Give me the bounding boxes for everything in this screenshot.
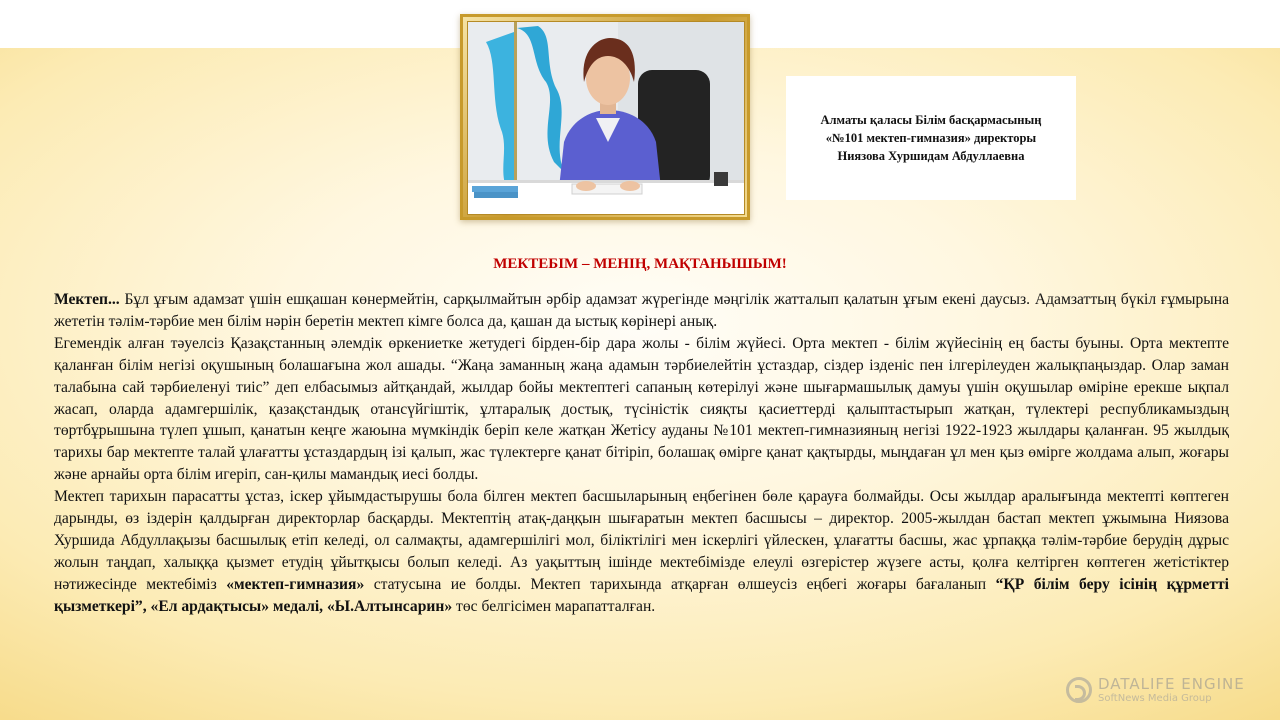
datalife-logo-icon xyxy=(1066,677,1092,703)
paragraph-3-bold-2: “ҚР білім беру ісінің құрметті қызметкері”, «Ел ардақтысы» медалі, «Ы.Алтынсарин» xyxy=(54,575,1229,615)
watermark-subtitle: SoftNews Media Group xyxy=(1098,692,1212,704)
watermark xyxy=(1066,670,1276,710)
photo-frame xyxy=(460,14,750,220)
paragraph-2: Егемендік алған тәуелсіз Қазақстанның әлемдік өркениетке жетудегі бірден-бір дара жолы - білім жүйесі. Орта мектеп - білім жүйесінің ең басты буыны. Орта мектепте қаланған білім негізі оқушының болашағына жол ашады. “Жаңа заманның жаңа адамын тәрбиелейтін ұстаздар, сіздер ізденіс пен ілгерілеуден жалықпаңыздар. Олар заман талабына сай тәрбиеленуі тиіс” деп елбасымыз айтқандай, жылдар бойы мектептегі сапаның көтерілуі және шығармашылық дамуы үшін оқушылар өміріне ерекше ықпал жасап, оларда адамгершілік, қазақстандық отансүйгіштік, ұлтаралық достық, түсіністік сияқты қасиеттерді қалыптастырып жатқан, түлектері республикамыздың төртбұрышына түлеп ұшып, қанатын кеңге жаюына мүмкіндік беріп келе жатқан Жетісу ауданы №101 мектеп-гимназияның негізі 1922-1923 жылдары қаланған. 95 жылдық тарихы бар мектепте талай ұлағатты ұстаздардың ізі қалып, жас түлектерге қанат бітіріп, болашақ өмірге қанат қақтырды, мыңдаған ұл мен қыз өмірге жолдама алып, жоғары және арнайы орта білім игеріп, сан-қилы мамандық иесі болды. xyxy=(54,334,1229,484)
paragraph-1 xyxy=(54,289,1229,333)
paragraph-3-text-2: статусына ие болды. Мектеп тарихында атқарған өлшеусіз еңбегі жоғары бағаланып xyxy=(364,575,996,593)
caption-line-3: Ниязова Хуршидам Абдуллаевна xyxy=(837,149,1025,163)
paragraph-3 xyxy=(54,486,1229,617)
caption-line-1: Алматы қаласы Білім басқармасының xyxy=(820,113,1042,127)
article-body xyxy=(54,289,1229,618)
paragraph-3-text-1: Мектеп тарихын парасатты ұстаз, іскер ұйымдастырушы бола білген мектеп басшыларының еңбегінен бөле қарауға болмайды. Осы жылдар аралығында мектепті көптеген дарынды, өз іздерін қалдырған директорлар басқарды. Мектептің атақ-даңқын шығаратын мектеп басшысы – директор. 2005-жылдан бастап мектеп ұжымына Ниязова Хуршида Абдуллақызы басшылық етіп келеді, ол салмақты, адамгершілігі мол, біліктілігі мен іскерлігі үйлескен, ұлағатты басшы, жас ұрпаққа тәлім-тәрбие берудің дұрыс жолын таңдап, халыққа қызмет етудің ұйытқысы болып келеді. Аз уақыттың ішінде мектебімізде елеулі өзгерістер жүзеге асты, қолға келтірген көптеген жетістіктер нәтижесінде мектебіміз xyxy=(54,488,1229,593)
paragraph-1-lead: Мектеп... xyxy=(54,291,120,308)
watermark-text xyxy=(1098,676,1245,705)
director-caption xyxy=(786,76,1076,200)
page-title: МЕКТЕБІМ – МЕНІҢ, МАҚТАНЫШЫМ! xyxy=(493,256,787,272)
director-photo xyxy=(467,21,745,215)
paragraph-1-text: Бұл ұғым адамзат үшін ешқашан көнермейтін, сарқылмайтын әрбір адамзат жүрегінде мәңгілік жатталып қалатын ұғым екені даусыз. Адамзаттың бүкіл ғұмырына жететін тәлім-тәрбие мен білім нәрін беретін мектеп кімге болса да, қашан да ыстық көрінері анық. xyxy=(54,291,1229,330)
paragraph-3-text-3: төс белгісімен марапатталған. xyxy=(452,597,656,615)
caption-line-2: «№101 мектеп-гимназия» директоры xyxy=(825,131,1037,145)
paragraph-3-bold-1: «мектеп-гимназия» xyxy=(226,575,365,593)
watermark-title: DATALIFE ENGINE xyxy=(1098,674,1245,693)
